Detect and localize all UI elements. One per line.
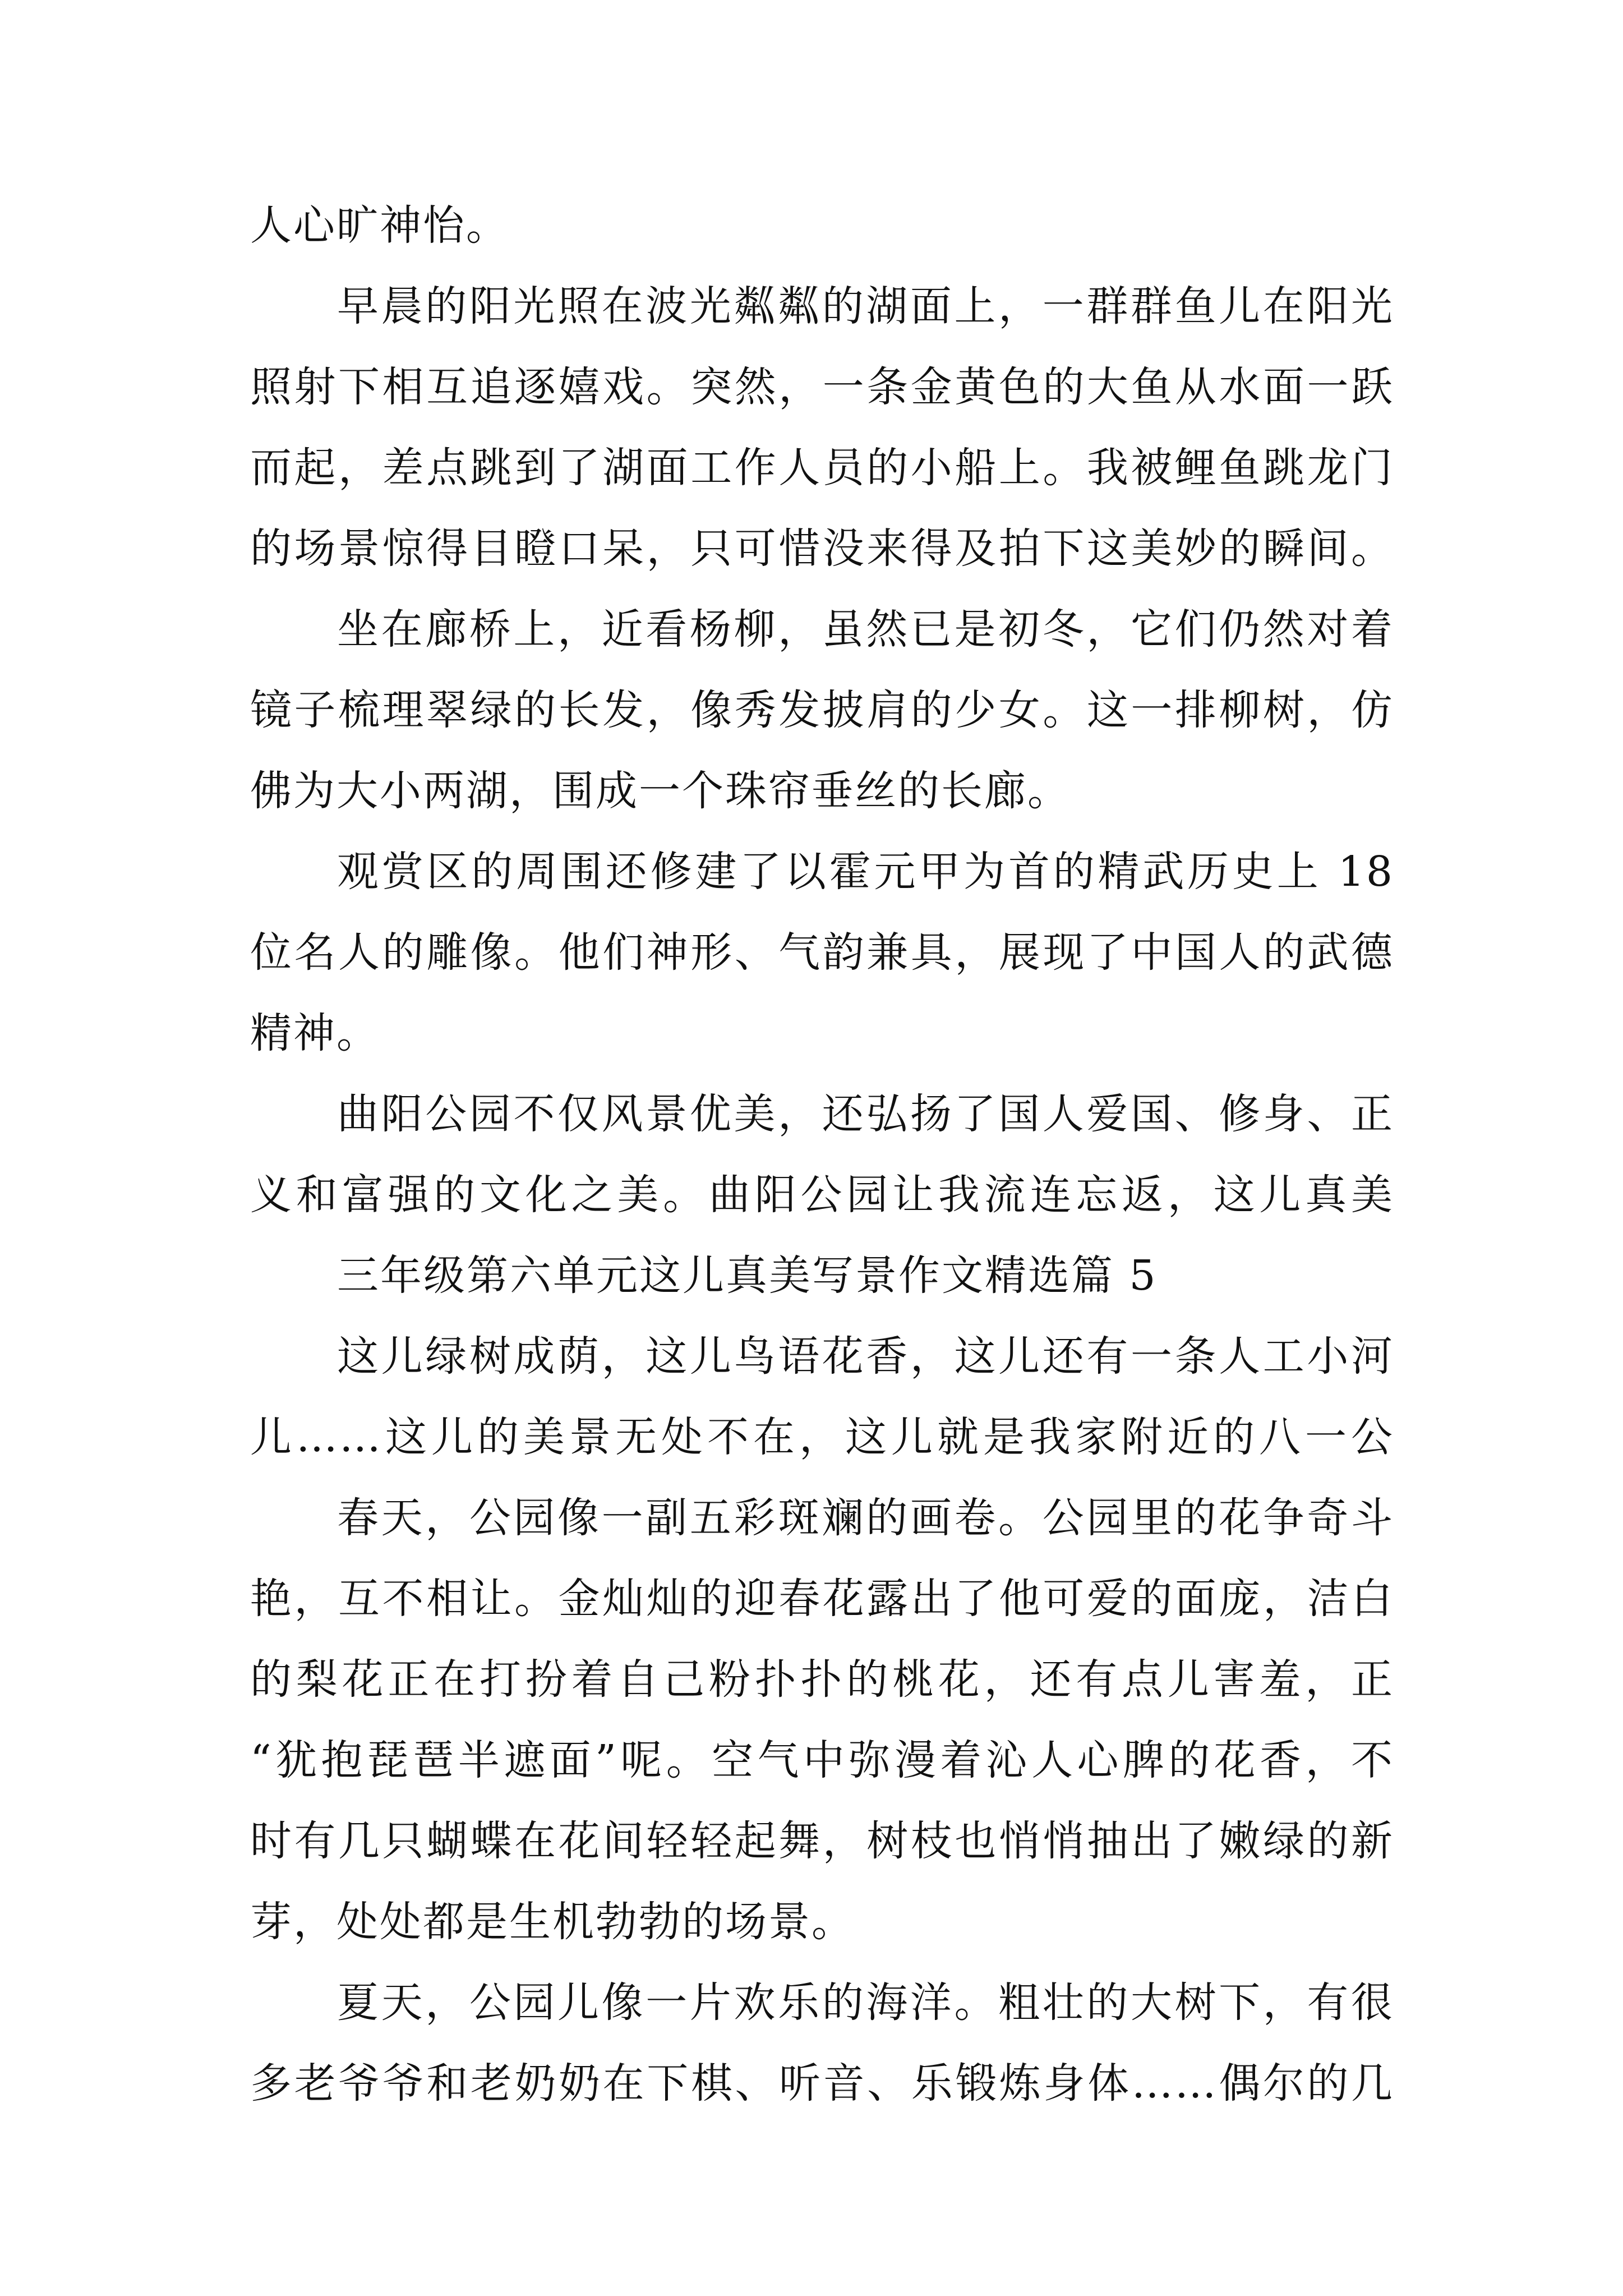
text-line: 这儿绿树成荫，这儿鸟语花香，这儿还有一条人工小河 (337, 1332, 1394, 1381)
text-line: 而起，差点跳到了湖面工作人员的小船上。我被鲤鱼跳龙门 (250, 444, 1394, 492)
section-heading: 三年级第六单元这儿真美写景作文精选篇 5 (337, 1251, 1158, 1300)
text-line: 位名人的雕像。他们神形、气韵兼具，展现了中国人的武德 (250, 928, 1394, 977)
text-line: 艳，互不相让。金灿灿的迎春花露出了他可爱的面庞，洁白 (250, 1575, 1394, 1623)
text-line: “犹抱琵琶半遮面”呢。空气中弥漫着沁人心脾的花香，不 (250, 1736, 1394, 1784)
text-line: 的梨花正在打扮着自己粉扑扑的桃花，还有点儿害羞，正 (250, 1655, 1394, 1704)
text-line: 精神。 (250, 1009, 380, 1057)
text-line: 春天，公园像一副五彩斑斓的画卷。公园里的花争奇斗 (337, 1494, 1394, 1542)
text-line: 曲阳公园不仅风景优美，还弘扬了国人爱国、修身、正 (337, 1090, 1394, 1138)
text-line: 镜子梳理翠绿的长发，像秀发披肩的少女。这一排柳树，仿 (250, 686, 1394, 734)
text-line: 多老爷爷和老奶奶在下棋、听音、乐锻炼身体……偶尔的几 (250, 2059, 1394, 2108)
text-line: 佛为大小两湖，围成一个珠帘垂丝的长廊。 (250, 767, 1071, 815)
text-line: 坐在廊桥上，近看杨柳，虽然已是初冬，它们仍然对着 (337, 605, 1394, 654)
text-line: 早晨的阳光照在波光粼粼的湖面上，一群群鱼儿在阳光 (337, 282, 1394, 330)
text-line: 儿……这儿的美景无处不在，这儿就是我家附近的八一公 (250, 1413, 1394, 1461)
text-line: 时有几只蝴蝶在花间轻轻起舞，树枝也悄悄抽出了嫩绿的新 (250, 1817, 1394, 1865)
text-line: 照射下相互追逐嬉戏。突然，一条金黄色的大鱼从水面一跃 (250, 363, 1394, 411)
text-line: 义和富强的文化之美。曲阳公园让我流连忘返，这儿真美 (250, 1171, 1394, 1219)
text-line: 夏天，公园儿像一片欢乐的海洋。粗壮的大树下，有很 (337, 1978, 1394, 2027)
text-line: 的场景惊得目瞪口呆，只可惜没来得及拍下这美妙的瞬间。 (250, 524, 1394, 573)
text-line: 芽，处处都是生机勃勃的场景。 (250, 1898, 855, 1946)
essay-text (250, 185, 1394, 2124)
text-line: 观赏区的周围还修建了以霍元甲为首的精武历史上 18 (337, 848, 1394, 896)
text-line: 人心旷神怡。 (250, 201, 509, 250)
